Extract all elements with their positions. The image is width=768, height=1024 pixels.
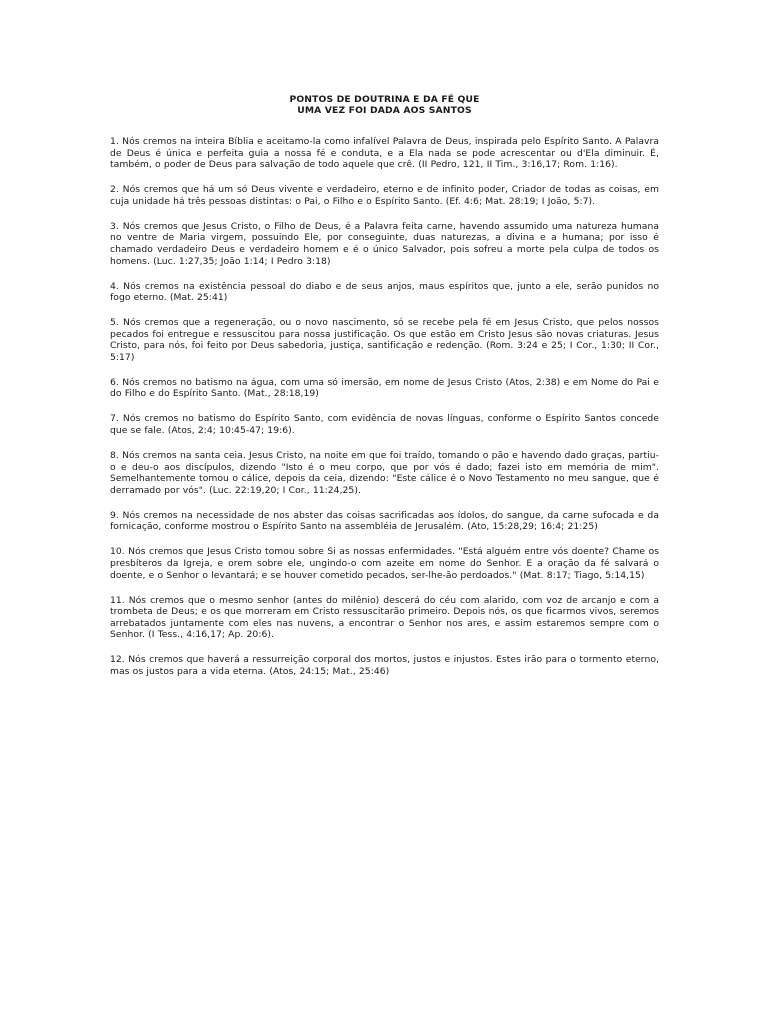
document-title [110, 94, 659, 116]
doctrine-item-7: 7. Nós cremos no batismo do Espírito Santo, com evidência de novas línguas, conforme o Espírito Santos concede que se fale. (Atos, 2:4; 10:45-47; 19:6). [110, 413, 659, 437]
doctrine-item-6: 6. Nós cremos no batismo na água, com uma só imersão, em nome de Jesus Cristo (Atos, 2:38) e em Nome do Pai e do Filho e do Espírito Santo. (Mat., 28:18,19) [110, 376, 659, 400]
doctrine-item-3: 3. Nós cremos que Jesus Cristo, o Filho de Deus, é a Palavra feita carne, havendo assumido uma natureza humana no ventre de Maria virgem, possuindo Ele, por conseguinte, duas naturezas, a divina e a humana; por isso é chamado verdadeiro Deus e verdadeiro homem e é o único Salvador, pois sofreu a morte pela culpa de todos os homens. (Luc. 1:27,35; João 1:14; I Pedro 3:18) [110, 220, 659, 267]
doctrine-item-4: 4. Nós cremos na existência pessoal do diabo e de seus anjos, maus espíritos que, junto a ele, serão punidos no fogo eterno. (Mat. 25:41) [110, 280, 659, 304]
doctrine-item-2: 2. Nós cremos que há um só Deus vivente e verdadeiro, eterno e de infinito poder, Criador de todas as coisas, em cuja unidade há três pessoas distintas: o Pai, o Filho e o Espírito Santo. (Ef. 4:6; Mat. 28:19; I João, 5:7). [110, 184, 659, 207]
doctrine-item-10: 10. Nós cremos que Jesus Cristo tomou sobre Si as nossas enfermidades. "Está alguém entre vós doente? Chame os presbíteros da Igreja, e orem sobre ele, ungindo-o com azeite em nome do Senhor. E a oração da fé salvará o doente, e o Senhor o levantará; e se houver cometido pecados, ser-lhe-ão perdoados." (Mat. 8:17; Tiago, 5:14,15) [110, 546, 659, 581]
doctrine-item-1: 1. Nós cremos na inteira Bíblia e aceitamo-la como infalível Palavra de Deus, inspirada pelo Espírito Santo. A Palavra de Deus é única e perfeita guia a nossa fé e conduta, e a Ela nada se pode acrescentar ou d'Ela diminuir. É, também, o poder de Deus para salvação de todo aquele que crê. (II Pedro, 121, II Tim., 3:16,17; Rom. 1:16). [110, 136, 659, 171]
doctrine-item-9: 9. Nós cremos na necessidade de nos abster das coisas sacrificadas aos ídolos, do sangue, da carne sufocada e da fornicação, conforme mostrou o Espírito Santo na assembléia de Jerusalém. (Ato, 15:28,29; 16:4; 21:25) [110, 509, 659, 533]
title-line-2: UMA VEZ FOI DADA AOS SANTOS [297, 105, 472, 116]
doctrine-item-12: 12. Nós cremos que haverá a ressurreição corporal dos mortos, justos e injustos. Estes irão para o tormento eterno, mas os justos para a vida eterna. (Atos, 24:15; Mat., 25:46) [110, 654, 659, 677]
title-line-1: PONTOS DE DOUTRINA E DA FÉ QUE [289, 94, 480, 105]
document-page [110, 94, 659, 691]
doctrine-item-8: 8. Nós cremos na santa ceia. Jesus Cristo, na noite em que foi traído, tomando o pão e havendo dado graças, partiu-o e deu-o aos discípulos, dizendo "Isto é o meu corpo, que por vós é dado; fazei isto em memória de mim". Semelhantemente tomou o cálice, depois da ceia, dizendo: "Este cálice é o Novo Testamento no meu sangue, que é derramado por vós". (Luc. 22:19,20; I Cor., 11:24,25). [110, 450, 659, 496]
doctrine-item-11: 11. Nós cremos que o mesmo senhor (antes do milênio) descerá do céu com alarido, com voz de arcanjo e com a trombeta de Deus; e os que morreram em Cristo ressuscitarão primeiro. Depois nós, os que ficarmos vivos, seremos arrebatados juntamente com eles nas nuvens, a encontrar o Senhor nos ares, e assim estaremos sempre com o Senhor. (I Tess., 4:16,17; Ap. 20:6). [110, 594, 659, 641]
doctrine-item-5: 5. Nós cremos que a regeneração, ou o novo nascimento, só se recebe pela fé em Jesus Cristo, que pelos nossos pecados foi entregue e ressuscitou para nossa justificação. Os que estão em Cristo Jesus são novas criaturas. Jesus Cristo, para nós, foi feito por Deus sabedoria, justiça, santificação e redenção. (Rom. 3:24 e 25; I Cor., 1:30; II Cor., 5:17) [110, 317, 659, 363]
